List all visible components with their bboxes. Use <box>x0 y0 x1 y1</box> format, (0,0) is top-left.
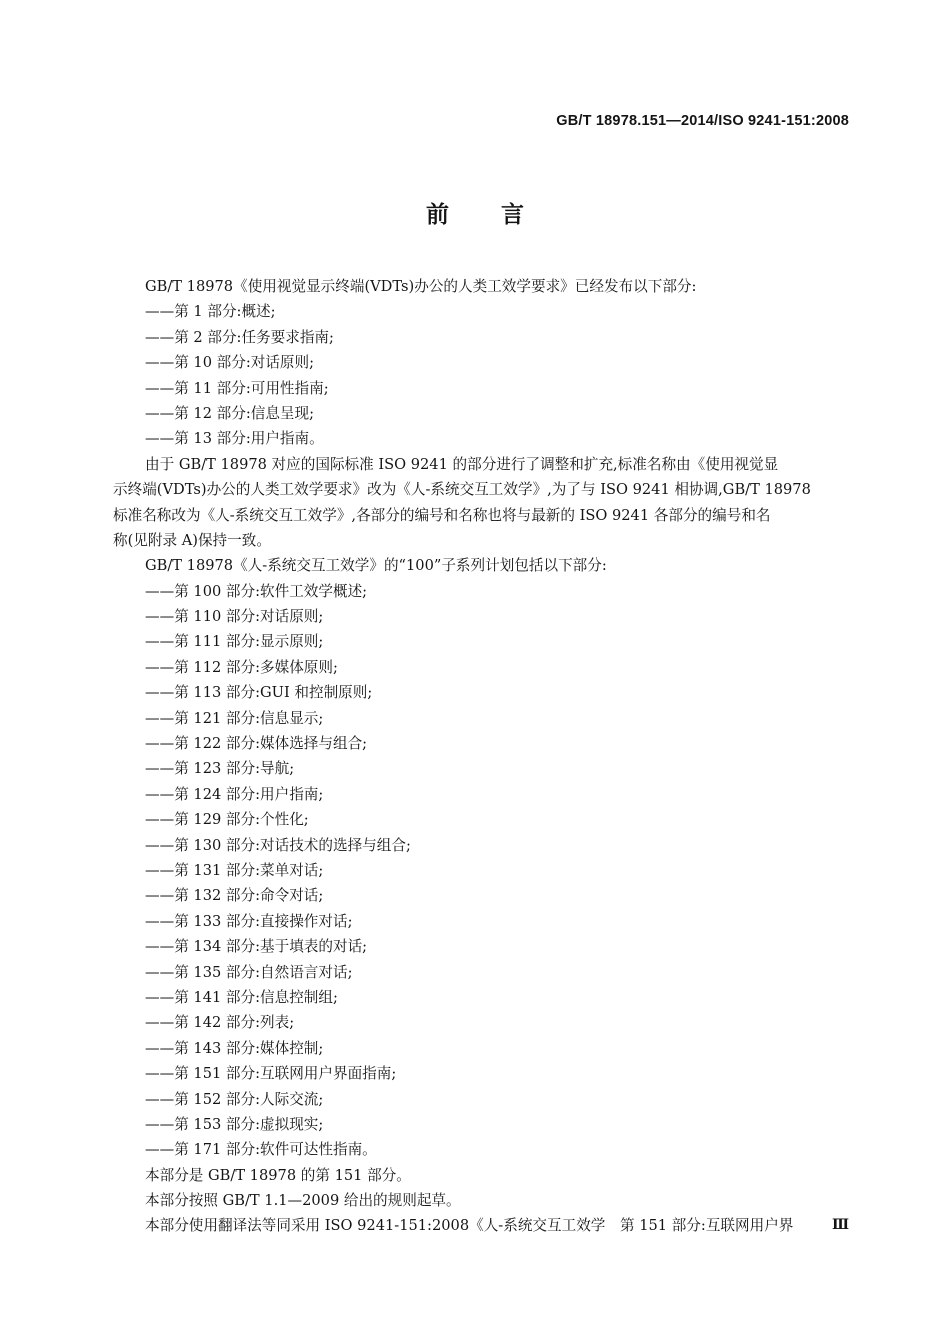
list-item: ——第 124 部分:用户指南; <box>145 785 324 803</box>
paragraph-line: 标准名称改为《人-系统交互工效学》,各部分的编号和名称也将与最新的 ISO 9241 各部分的编号和名 <box>113 506 771 524</box>
list-item: ——第 10 部分:对话原则; <box>145 354 315 372</box>
list-item: ——第 135 部分:自然语言对话; <box>145 963 353 981</box>
paragraph-line: 称(见附录 A)保持一致。 <box>113 531 271 549</box>
list-item: ——第 110 部分:对话原则; <box>145 608 324 626</box>
list-item: ——第 12 部分:信息呈现; <box>145 404 315 422</box>
list-item: ——第 141 部分:信息控制组; <box>145 988 338 1006</box>
closing-line: 本部分按照 GB/T 1.1—2009 给出的规则起草。 <box>145 1192 461 1210</box>
list-item: ——第 112 部分:多媒体原则; <box>145 658 338 676</box>
standard-number-header: GB/T 18978.151—2014/ISO 9241-151:2008 <box>556 113 849 129</box>
list-item: ——第 151 部分:互联网用户界面指南; <box>145 1065 397 1083</box>
list-item: ——第 153 部分:虚拟现实; <box>145 1115 324 1133</box>
list-item: ——第 143 部分:媒体控制; <box>145 1039 324 1057</box>
page-title: 前言 <box>426 202 576 228</box>
list-item: ——第 171 部分:软件可达性指南。 <box>145 1141 377 1159</box>
page-number: Ⅲ <box>831 1217 849 1233</box>
list-item: ——第 2 部分:任务要求指南; <box>145 328 334 346</box>
list-item: ——第 142 部分:列表; <box>145 1014 295 1032</box>
closing-line: 本部分是 GB/T 18978 的第 151 部分。 <box>145 1166 411 1184</box>
series-intro-paragraph: GB/T 18978《人-系统交互工效学》的“100”子系列计划包括以下部分: <box>145 557 607 575</box>
list-item: ——第 1 部分:概述; <box>145 303 276 321</box>
list-item: ——第 131 部分:菜单对话; <box>145 861 324 879</box>
list-item: ——第 100 部分:软件工效学概述; <box>145 582 368 600</box>
planned-parts-list <box>113 579 850 1163</box>
intro-paragraph: GB/T 18978《使用视觉显示终端(VDTs)办公的人类工效学要求》已经发布以下部分: <box>145 278 697 295</box>
list-item: ——第 121 部分:信息显示; <box>145 709 324 727</box>
paragraph-line: 由于 GB/T 18978 对应的国际标准 ISO 9241 的部分进行了调整和扩充,标准名称由《使用视觉显 <box>145 455 779 473</box>
list-item: ——第 130 部分:对话技术的选择与组合; <box>145 836 411 854</box>
list-item: ——第 111 部分:显示原则; <box>145 633 324 651</box>
list-item: ——第 132 部分:命令对话; <box>145 887 324 905</box>
list-item: ——第 11 部分:可用性指南; <box>145 379 329 397</box>
list-item: ——第 13 部分:用户指南。 <box>145 430 324 448</box>
closing-line: 本部分使用翻译法等同采用 ISO 9241-151:2008《人-系统交互工效学 第 151 部分:互联网用户界 <box>145 1217 794 1235</box>
renaming-paragraph <box>113 452 850 554</box>
list-item: ——第 133 部分:直接操作对话; <box>145 912 353 930</box>
published-parts-list <box>113 299 850 451</box>
preface-body <box>113 274 850 1239</box>
list-item: ——第 134 部分:基于填表的对话; <box>145 938 368 956</box>
list-item: ——第 152 部分:人际交流; <box>145 1090 324 1108</box>
list-item: ——第 113 部分:GUI 和控制原则; <box>145 684 373 702</box>
paragraph-line: 示终端(VDTs)办公的人类工效学要求》改为《人-系统交互工效学》,为了与 ISO 9241 相协调,GB/T 18978 <box>113 481 811 499</box>
list-item: ——第 129 部分:个性化; <box>145 811 309 829</box>
list-item: ——第 123 部分:导航; <box>145 760 295 778</box>
list-item: ——第 122 部分:媒体选择与组合; <box>145 735 368 753</box>
